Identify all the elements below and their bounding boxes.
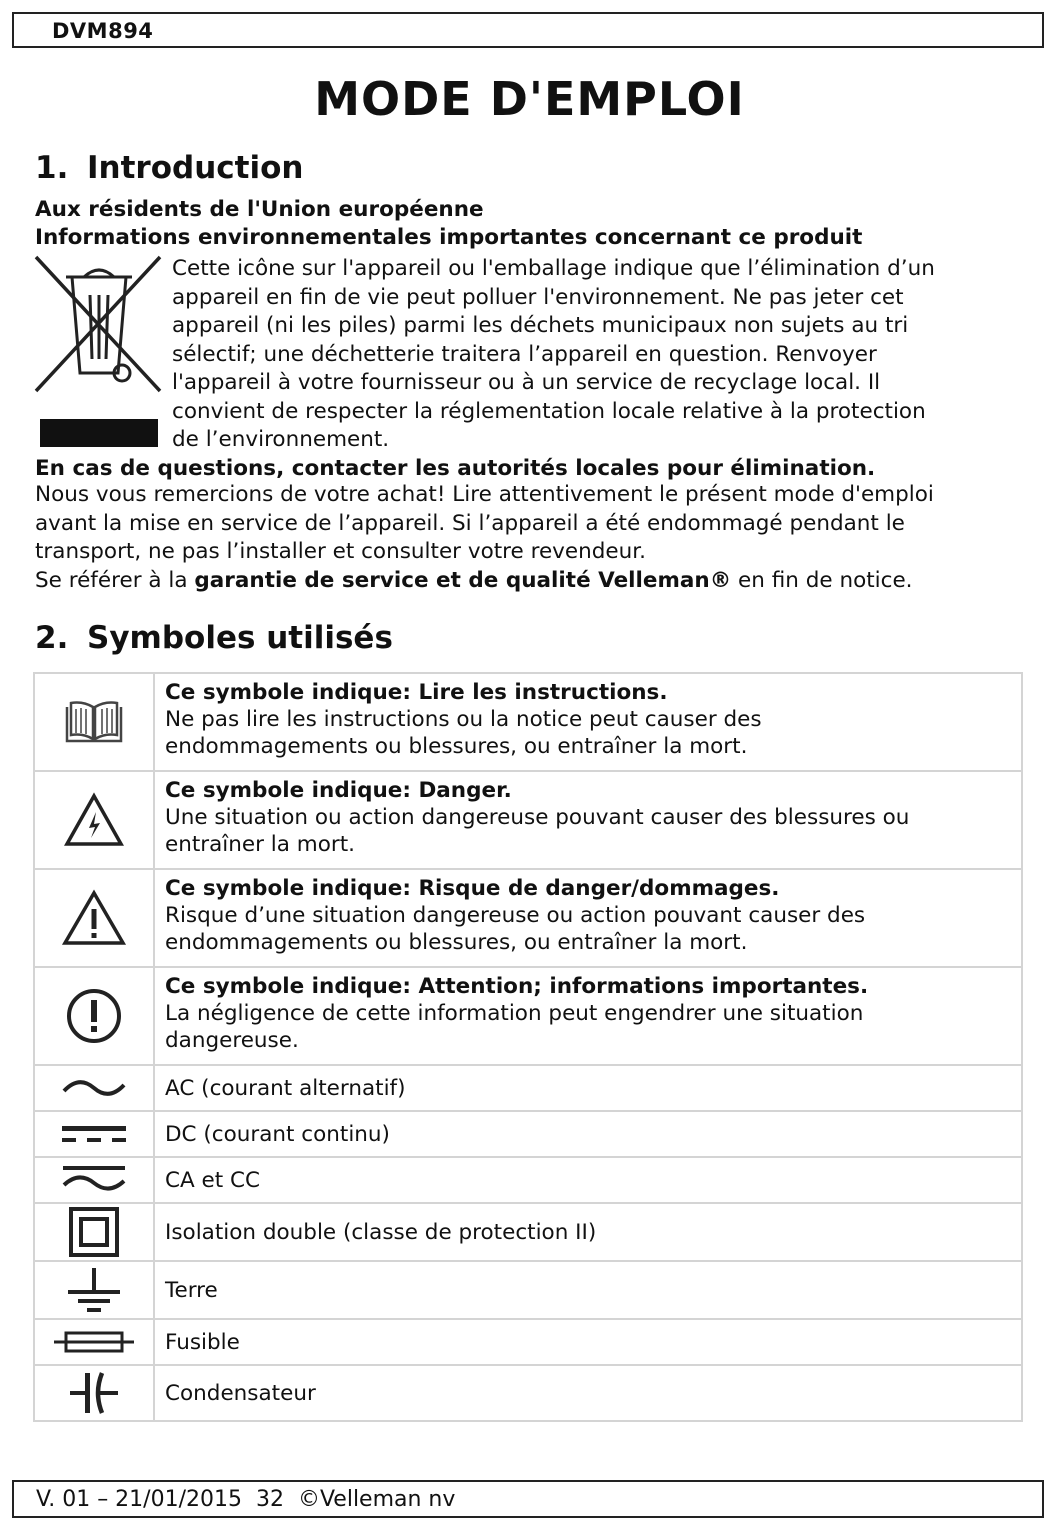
- symbol-description: Fusible: [154, 1319, 1022, 1365]
- symbol-description: [154, 967, 1022, 1065]
- weee-bin-icon: [34, 255, 162, 451]
- warranty-reference: Se référer à la garantie de service et de qualité Velleman® en fin de notice.: [35, 567, 913, 593]
- thanks-text: [35, 481, 934, 595]
- footer-box: [12, 1480, 1044, 1518]
- table-row: [34, 869, 1022, 967]
- thanks-line: avant la mise en service de l’appareil. Si l’appareil a été endommagé pendant le: [35, 510, 905, 536]
- thanks-line: Nous vous remercions de votre achat! Lire attentivement le présent mode d'emploi: [35, 482, 934, 507]
- ac-dc-icon: [61, 1163, 127, 1197]
- icon-cell: [34, 771, 154, 869]
- icon-cell: [34, 1319, 154, 1365]
- symbol-text: Une situation ou action dangereuse pouvant causer des blessures ou: [165, 805, 910, 830]
- symbol-description: AC (courant alternatif): [154, 1065, 1022, 1111]
- icon-cell: [34, 673, 154, 771]
- attention-circle-icon: [65, 987, 123, 1045]
- env-info-heading: Informations environnementales importantes concernant ce produit: [35, 225, 863, 250]
- symbol-description: [154, 771, 1022, 869]
- env-info-text: [172, 255, 935, 455]
- symbol-text: endommagements ou blessures, ou entraîner la mort.: [165, 930, 748, 955]
- table-row: [34, 1261, 1022, 1319]
- icon-cell: [34, 1065, 154, 1111]
- section-2-number: 2.: [35, 620, 69, 656]
- symbol-text: La négligence de cette information peut engendrer une situation: [165, 1001, 864, 1026]
- footer-text: V. 01 – 21/01/2015 32 ©Velleman nv: [36, 1487, 456, 1512]
- section-1-heading: [35, 150, 303, 186]
- section-2-title: Symboles utilisés: [87, 620, 393, 656]
- table-row: [34, 1111, 1022, 1157]
- symbol-description: Isolation double (classe de protection II): [154, 1203, 1022, 1261]
- capacitor-icon: [68, 1370, 120, 1416]
- table-row: [34, 1319, 1022, 1365]
- double-insulation-icon: [68, 1206, 120, 1258]
- table-row: [34, 1065, 1022, 1111]
- eu-residents-heading: Aux résidents de l'Union européenne: [35, 197, 484, 222]
- icon-cell: [34, 869, 154, 967]
- header-box: [12, 12, 1044, 48]
- thanks-line: transport, ne pas l’installer et consulter votre revendeur.: [35, 539, 646, 564]
- danger-high-voltage-icon: [63, 792, 125, 848]
- env-line: sélectif; une déchetterie traitera l’appareil en question. Renvoyer: [172, 341, 877, 367]
- symbol-text: Risque d’une situation dangereuse ou action pouvant causer des: [165, 903, 866, 928]
- symbol-text: Ne pas lire les instructions ou la notice peut causer des: [165, 707, 762, 732]
- manual-book-icon: [63, 699, 125, 745]
- symbol-title: Ce symbole indique: Risque de danger/dommages.: [165, 876, 780, 901]
- env-line: appareil (ni les piles) parmi les déchets municipaux non sujets au tri: [172, 313, 909, 338]
- symbol-title: Ce symbole indique: Attention; informations importantes.: [165, 974, 869, 999]
- model-number: DVM894: [52, 19, 154, 43]
- table-row: [34, 1203, 1022, 1261]
- table-row: [34, 673, 1022, 771]
- warranty-link: garantie de service et de qualité Velleman®: [194, 567, 732, 593]
- warning-triangle-icon: [61, 889, 127, 947]
- ground-icon: [66, 1266, 122, 1314]
- symbol-description: Condensateur: [154, 1365, 1022, 1421]
- symbol-text: entraîner la mort.: [165, 832, 355, 857]
- symbol-title: Ce symbole indique: Danger.: [165, 778, 512, 803]
- icon-cell: [34, 1111, 154, 1157]
- symbol-description: [154, 869, 1022, 967]
- icon-cell: [34, 1365, 154, 1421]
- symbol-text: dangereuse.: [165, 1028, 299, 1053]
- symbol-text: endommagements ou blessures, ou entraîner la mort.: [165, 734, 748, 759]
- symbol-description: DC (courant continu): [154, 1111, 1022, 1157]
- section-1-number: 1.: [35, 150, 69, 186]
- symbols-table: [33, 672, 1023, 1422]
- icon-cell: [34, 1157, 154, 1203]
- page-title: MODE D'EMPLOI: [314, 72, 745, 126]
- icon-cell: [34, 1261, 154, 1319]
- table-row: [34, 771, 1022, 869]
- symbol-description: Terre: [154, 1261, 1022, 1319]
- section-1-title: Introduction: [87, 150, 304, 186]
- icon-cell: [34, 967, 154, 1065]
- table-row: [34, 967, 1022, 1065]
- icon-cell: [34, 1203, 154, 1261]
- env-line: appareil en fin de vie peut polluer l'environnement. Ne pas jeter cet: [172, 284, 904, 310]
- symbol-description: CA et CC: [154, 1157, 1022, 1203]
- fuse-icon: [52, 1329, 136, 1355]
- table-row: [34, 1365, 1022, 1421]
- symbol-description: [154, 673, 1022, 771]
- section-2-heading: [35, 620, 393, 656]
- table-row: [34, 1157, 1022, 1203]
- symbol-title: Ce symbole indique: Lire les instructions.: [165, 680, 668, 705]
- env-line: l'appareil à votre fournisseur ou à un service de recyclage local. Il: [172, 370, 881, 395]
- env-line: de l’environnement.: [172, 427, 390, 452]
- dc-line-icon: [60, 1122, 128, 1146]
- env-line: Cette icône sur l'appareil ou l'emballage indique que l’élimination d’un: [172, 256, 935, 281]
- env-line: convient de respecter la réglementation locale relative à la protection: [172, 398, 926, 424]
- ac-wave-icon: [61, 1075, 127, 1101]
- contact-authorities: En cas de questions, contacter les autorités locales pour élimination.: [35, 456, 876, 481]
